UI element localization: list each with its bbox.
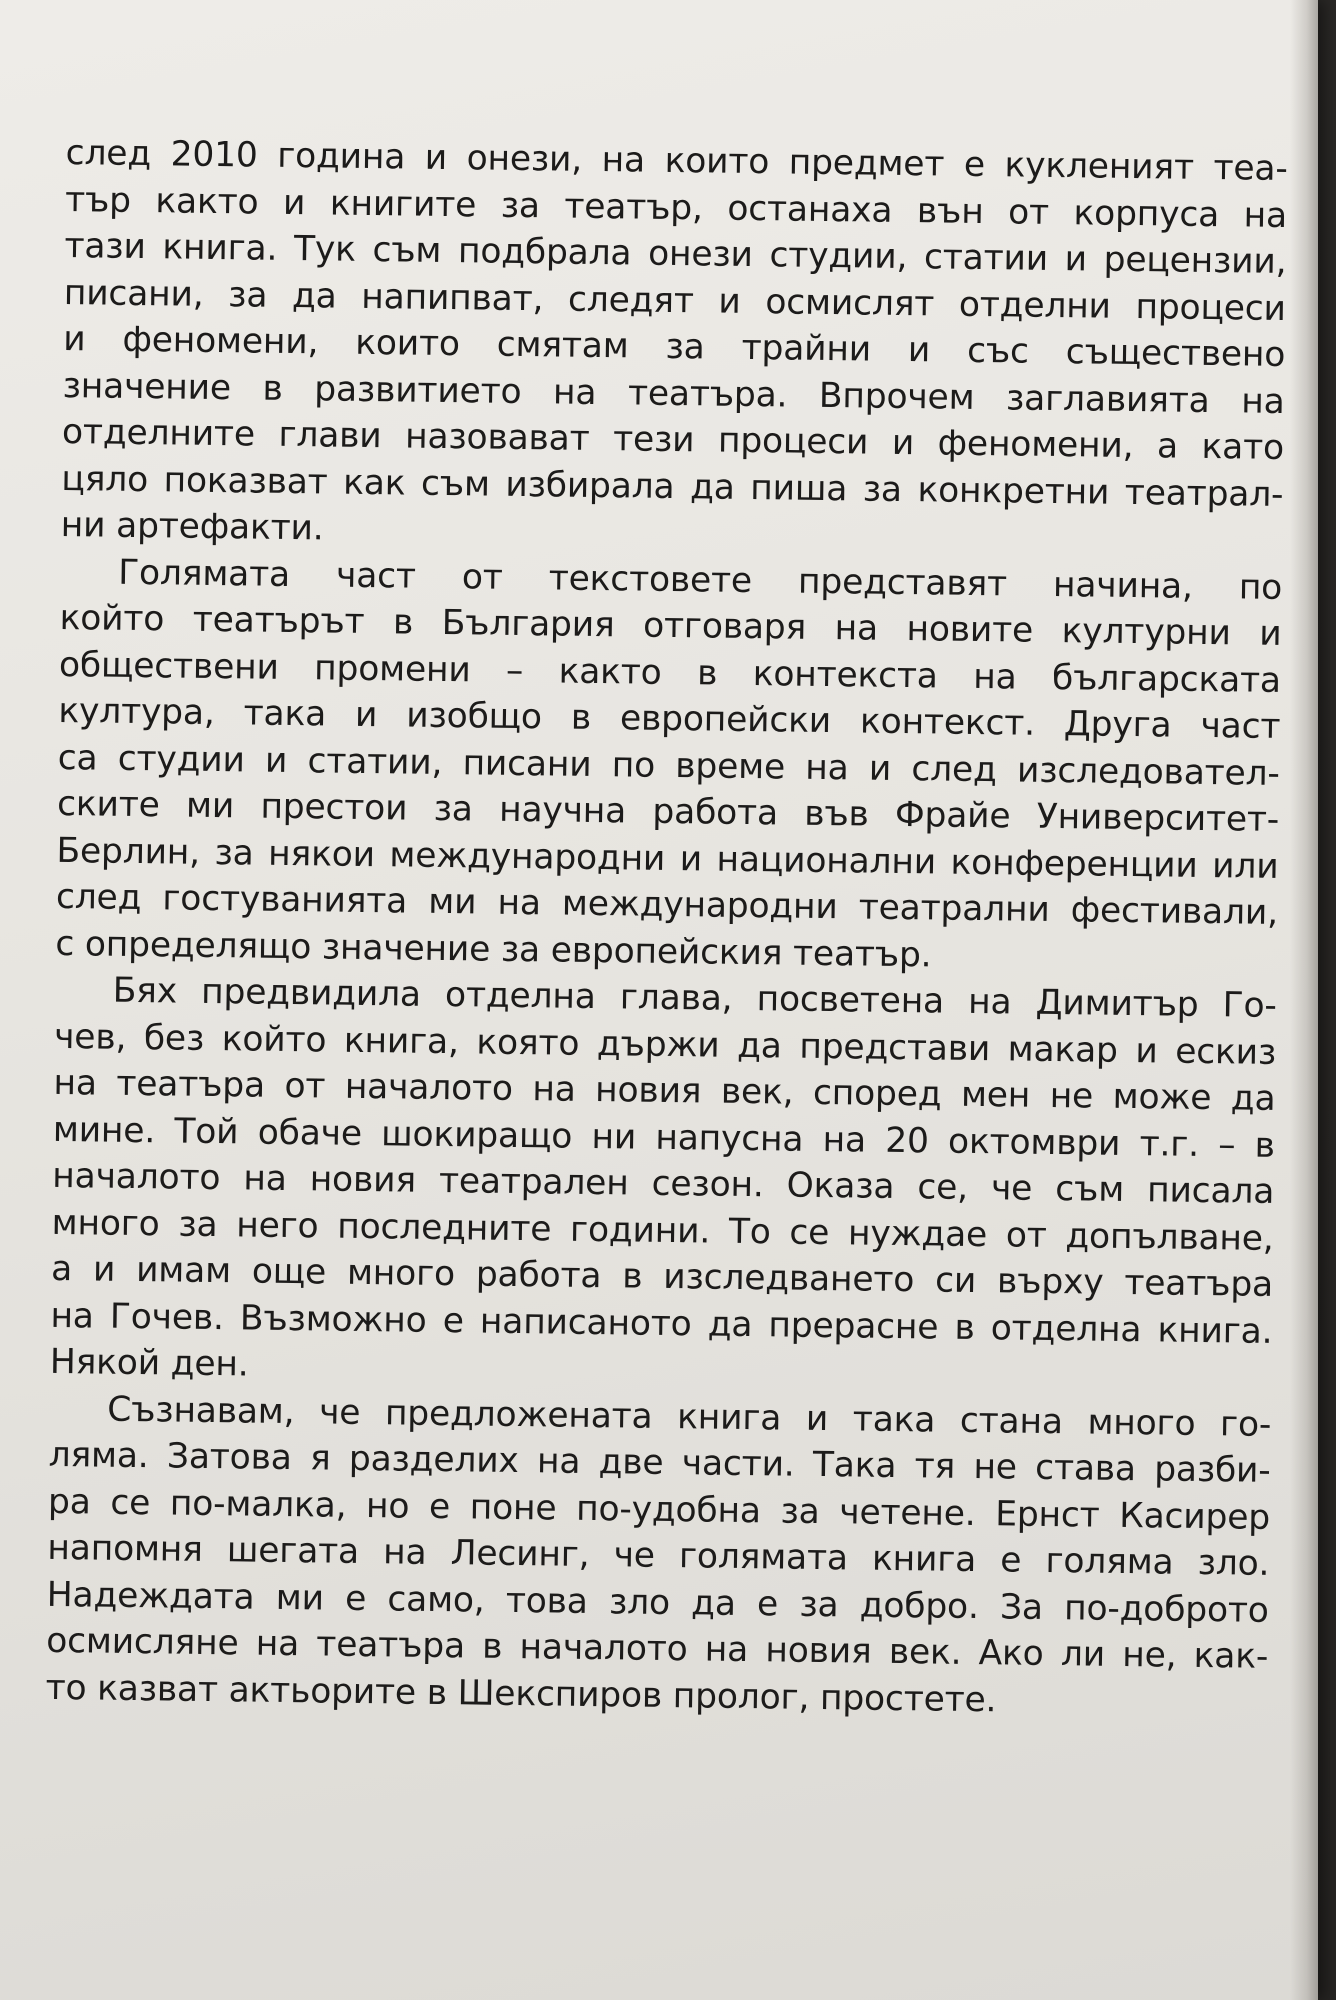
text-line: Голямата част от текстовете представят начина, по bbox=[117, 552, 1283, 608]
body-text bbox=[45, 130, 1288, 1727]
text-line: Някой ден. bbox=[49, 1341, 249, 1385]
text-line: значение в развитието на театъра. Впрочем заглавията на bbox=[62, 365, 1285, 422]
text-line: много за него последните години. То се нуждае от допълване, bbox=[51, 1202, 1274, 1259]
text-line: цяло показват как съм избирала да пиша за конкретни театрал- bbox=[61, 458, 1284, 515]
text-line: обществени промени – както в контекста на българската bbox=[58, 644, 1282, 701]
text-line: писани, за да напипват, следят и осмислят отделни процеси bbox=[63, 272, 1287, 329]
text-line: то казват актьорите в Шекспиров пролог, простете. bbox=[45, 1667, 997, 1720]
text-line: а и имам още много работа в изследването си върху театъра bbox=[50, 1248, 1274, 1305]
text-line: ра се по-малка, но е поне по-удобна за четене. Ернст Касирер bbox=[47, 1481, 1271, 1538]
text-line: който театърът в България отговаря на новите културни и bbox=[59, 597, 1282, 654]
page-edge-shadow bbox=[1290, 0, 1318, 2000]
text-line: чев, без който книга, която държи да представи макар и ескиз bbox=[53, 1016, 1277, 1073]
text-line: напомня шегата на Лесинг, че голямата книга е голяма зло. bbox=[47, 1527, 1270, 1584]
text-line: ските ми престои за научна работа във Фрайе Университет- bbox=[56, 783, 1280, 840]
text-line: мине. Той обаче шокиращо ни напусна на 20 октомври т.г. – в bbox=[52, 1109, 1276, 1166]
paragraph-4 bbox=[45, 1385, 1271, 1726]
text-line: Бях предвидила отделна глава, посветена на Димитър Го- bbox=[112, 970, 1277, 1026]
text-line: с определящо значение за европейския театър. bbox=[55, 923, 932, 975]
text-line: отделните глави назовават тези процеси и феномени, а като bbox=[61, 411, 1285, 468]
text-line: тази книга. Тук съм подбрала онези студии, статии и рецензии, bbox=[64, 225, 1287, 282]
text-line: ни артефакти. bbox=[60, 504, 324, 549]
text-line: Съзнавам, че предложената книга и така стана много го- bbox=[106, 1389, 1272, 1445]
text-line: на Гочев. Възможно е написаното да прерасне в отделна книга. bbox=[50, 1295, 1273, 1352]
paragraph-1 bbox=[61, 130, 1288, 564]
text-line: на театъра от началото на новия век, според мен не може да bbox=[53, 1062, 1276, 1119]
paragraph-2 bbox=[55, 548, 1282, 982]
paragraph-3 bbox=[50, 967, 1277, 1401]
text-line: началото на новия театрален сезон. Оказа се, че съм писала bbox=[52, 1155, 1275, 1212]
text-line: и феномени, които смятам за трайни и със съществено bbox=[63, 318, 1286, 375]
text-line: след гостуванията ми на международни театрални фестивали, bbox=[55, 876, 1279, 933]
text-line: култура, така и изобщо в европейски контекст. Друга част bbox=[58, 690, 1281, 747]
text-line: Надеждата ми е само, това зло да е за добро. За по-доброто bbox=[46, 1574, 1269, 1631]
text-line: осмисляне на театъра в началото на новия век. Ако ли не, как- bbox=[45, 1620, 1269, 1677]
text-line: са студии и статии, писани по време на и след изследовател- bbox=[57, 737, 1280, 794]
text-line: след 2010 година и онези, на които предмет е кукленият теа- bbox=[65, 132, 1288, 189]
text-line: ляма. Затова я разделих на две части. Така тя не става разби- bbox=[48, 1434, 1271, 1491]
text-line: тър както и книгите за театър, останаха вън от корпуса на bbox=[64, 179, 1288, 236]
text-line: Берлин, за някои международни и национални конференции или bbox=[56, 830, 1279, 887]
